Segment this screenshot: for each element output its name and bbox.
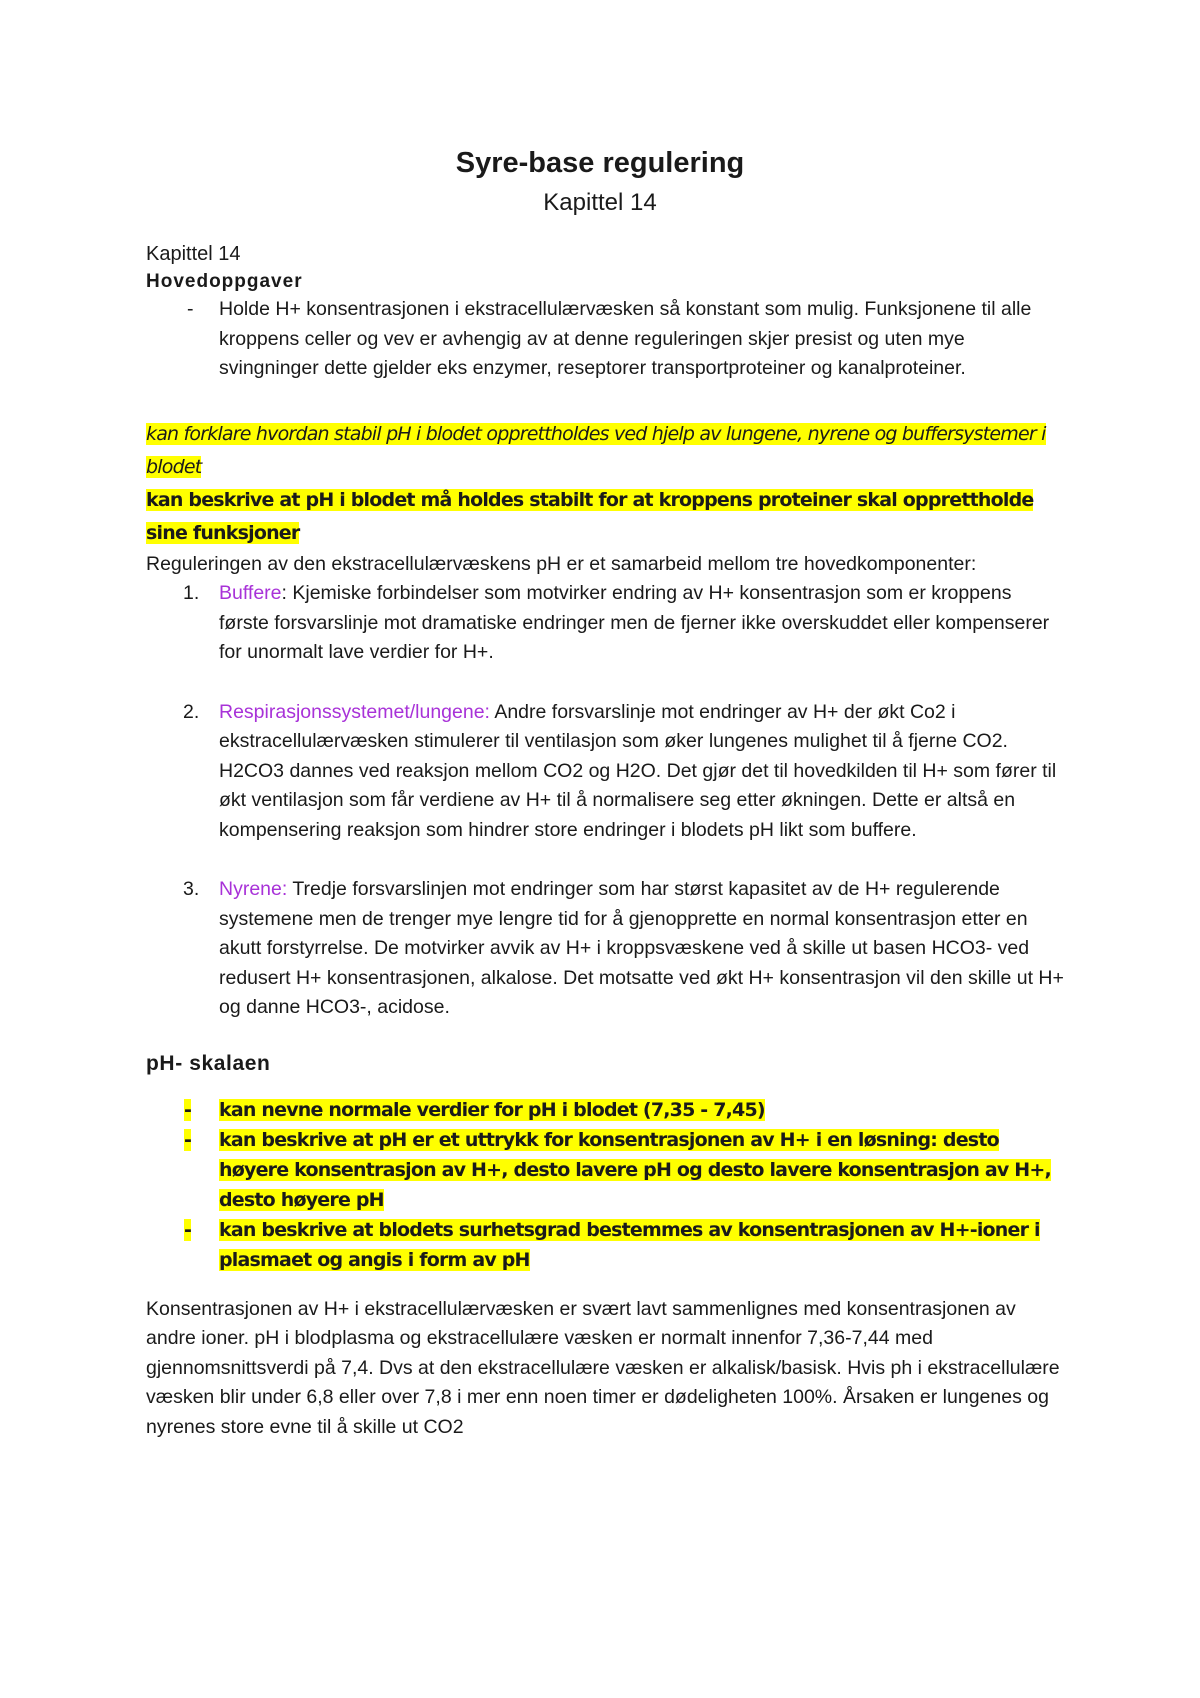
list-dash-text: - xyxy=(184,1218,192,1241)
list-item-body xyxy=(219,579,1066,668)
list-dash-text: - xyxy=(184,1098,192,1121)
document-content xyxy=(146,143,1066,1442)
component-name: Buffere xyxy=(219,582,282,604)
ph-goal-item xyxy=(146,1095,1066,1125)
ph-goal-text: kan beskrive at pH er et uttrykk for konsentrasjonen av H+ i en løsning: desto høyere konsentrasjon av H+, desto lavere pH og desto lavere konsentrasjon av H+, desto høyere pH xyxy=(219,1128,1051,1211)
learning-goal-2 xyxy=(146,484,1066,550)
intro-paragraph: Reguleringen av den ekstracellulærvæskens pH er et samarbeid mellom tre hovedkomponenter: xyxy=(146,552,977,575)
list-item xyxy=(146,875,1066,1023)
chapter-line: Kapittel 14 xyxy=(146,243,241,265)
list-item xyxy=(146,579,1066,668)
learning-goal-1 xyxy=(146,418,1066,484)
document-title: Syre-base regulering xyxy=(455,147,745,179)
spacer xyxy=(146,1079,1066,1095)
spacer xyxy=(146,845,1066,875)
component-name: Respirasjonssystemet/lungene: xyxy=(219,700,490,723)
ph-goal-item xyxy=(146,1125,1066,1215)
ph-goal-body xyxy=(219,1095,765,1125)
main-tasks-heading: Hovedoppgaver xyxy=(146,271,303,292)
ph-paragraph: Konsentrasjonen av H+ i ekstracellulærvæsken er svært lavt sammenlignes med konsentrasjonen av andre ioner. pH i blodplasma og ekstracellulære væsken er normalt innenfor 7,36-7,44 med gjennomsnittsverdi på 7,4. Dvs at den ekstracellulære væsken er alkalisk/basisk. Hvis ph i ekstracellulære væsken blir under 6,8 eller over 7,8 i mer enn noen timer er dødeligheten 100%. Årsaken er lungenes og nyrenes store evne til å skille ut CO2 xyxy=(146,1297,1060,1438)
list-dash-text: - xyxy=(184,1128,192,1151)
list-item xyxy=(146,698,1066,846)
component-text: Tredje forsvarslinjen mot endringer som har størst kapasitet av de H+ regulerende systemene men de trenger mye lengre tid for å gjenopprette en normal konsentrasjon etter en akutt forstyrrelse. De motvirker avvik av H+ i kroppsvæskene ved å skille ut basen HCO3- ved redusert H+ konsentrasjonen, alkalose. Det motsatte ved økt H+ konsentrasjon vil den skille ut H+ og danne HCO3-, acidose. xyxy=(219,878,1064,1018)
main-tasks-list-item xyxy=(146,295,1066,384)
list-dash: - xyxy=(187,298,194,320)
ph-goal-body xyxy=(219,1215,1066,1275)
ph-scale-heading: pH- skalaen xyxy=(146,1051,271,1075)
list-number: 1. xyxy=(183,582,200,604)
list-number: 2. xyxy=(183,700,200,723)
ph-goal-text: kan beskrive at blodets surhetsgrad bestemmes av konsentrasjonen av H+-ioner i plasmaet og angis i form av pH xyxy=(219,1218,1040,1271)
learning-goal-1-text: kan forklare hvordan stabil pH i blodet opprettholdes ved hjelp av lungene, nyrene og buffersystemer i blodet xyxy=(146,422,1046,478)
spacer xyxy=(146,668,1066,698)
list-number: 3. xyxy=(183,878,200,900)
spacer xyxy=(146,1275,1066,1295)
list-dash xyxy=(146,1095,219,1125)
ph-goal-body xyxy=(219,1125,1066,1215)
learning-goal-2-text: kan beskrive at pH i blodet må holdes stabilt for at kroppens proteiner skal opprettholde sine funksjoner xyxy=(146,488,1034,544)
document-subtitle: Kapittel 14 xyxy=(543,189,657,216)
list-item-body xyxy=(219,875,1066,1023)
component-name: Nyrene: xyxy=(219,878,288,900)
component-text: Andre forsvarslinje mot endringer av H+ der økt Co2 i ekstracellulærvæsken stimulerer til ventilasjon som øker lungenes mulighet til å fjerne CO2. H2CO3 dannes ved reaksjon mellom CO2 og H2O. Det gjør det til hovedkilden til H+ som fører til økt ventilasjon som får verdiene av H+ til å normalisere seg etter økningen. Dette er altså en kompensering reaksjon som hindrer store endringer i blodets pH likt som buffere. xyxy=(219,700,1057,841)
ph-goal-text: kan nevne normale verdier for pH i blodet (7,35 - 7,45) xyxy=(219,1098,765,1121)
list-dash xyxy=(146,1125,219,1215)
list-dash xyxy=(146,1215,219,1275)
component-text: : Kjemiske forbindelser som motvirker endring av H+ konsentrasjon som er kroppens første forsvarslinje mot dramatiske endringer men de fjerner ikke overskuddet eller kompenserer for unormalt lave verdier for H+. xyxy=(219,582,1050,663)
main-tasks-item-text: Holde H+ konsentrasjonen i ekstracellulærvæsken så konstant som mulig. Funksjonene til alle kroppens celler og vev er avhengig av at denne reguleringen skjer presist og uten mye svingninger dette gjelder eks enzymer, reseptorer transportproteiner og kanalproteiner. xyxy=(219,298,1032,379)
list-item-body xyxy=(219,698,1066,846)
spacer xyxy=(146,384,1066,414)
ph-goal-item xyxy=(146,1215,1066,1275)
